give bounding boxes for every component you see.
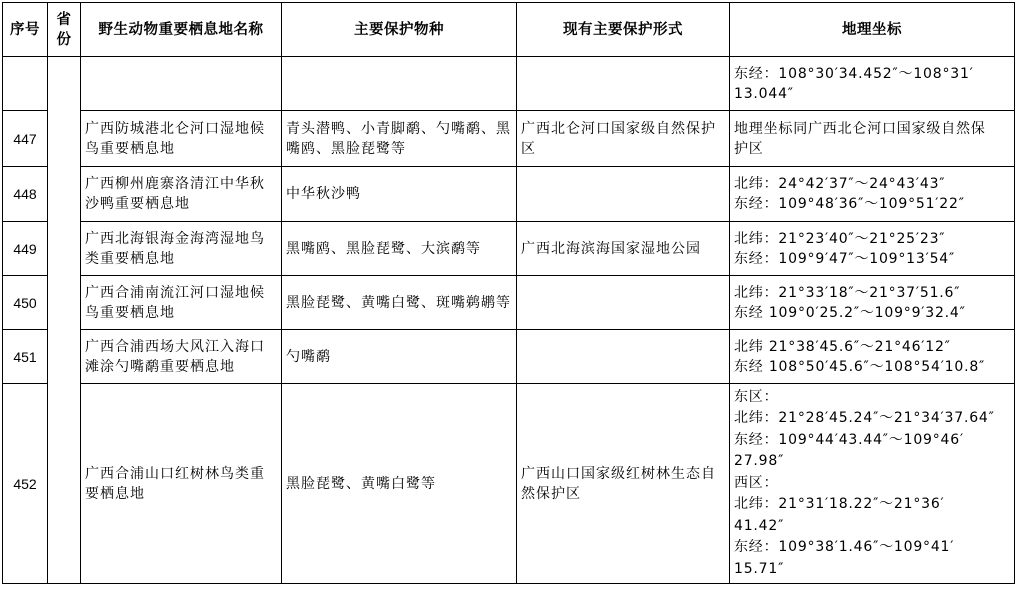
coord-line: 41.42″ (734, 517, 785, 534)
coord-line: 15.71″ (734, 560, 785, 577)
coord-line: 东经：108°30′34.452″～108°31′ (734, 65, 974, 82)
coord-line: 东区： (734, 388, 779, 405)
cell-name: 广西北海银海金海湾湿地鸟类重要栖息地 (81, 222, 282, 276)
cell-name: 广西防城港北仑河口湿地候鸟重要栖息地 (81, 111, 282, 167)
cell-species: 勺嘴鹬 (282, 330, 517, 384)
cell-index: 448 (3, 167, 48, 222)
coord-line: 东经：109°9′47″～109°13′54″ (734, 250, 956, 267)
cell-protection (517, 276, 730, 330)
cell-coords (730, 276, 1015, 330)
cell-species: 中华秋沙鸭 (282, 167, 517, 222)
coord-line: 北纬：21°28′45.24″～21°34′37.64″ (734, 410, 995, 427)
cell-index (3, 57, 48, 111)
cell-name: 广西合浦南流江河口湿地候鸟重要栖息地 (81, 276, 282, 330)
cell-name: 广西柳州鹿寨洛清江中华秋沙鸭重要栖息地 (81, 167, 282, 222)
coord-line: 东经：109°38′1.46″～109°41′ (734, 539, 955, 556)
cell-protection (517, 57, 730, 111)
header-coords: 地理坐标 (730, 3, 1015, 57)
cell-protection: 广西北海滨海国家湿地公园 (517, 222, 730, 276)
cell-protection: 广西山口国家级红树林生态自然保护区 (517, 384, 730, 584)
cell-coords (730, 222, 1015, 276)
cell-name (81, 57, 282, 111)
header-province-char-1: 省 (56, 11, 72, 28)
cell-coords (730, 167, 1015, 222)
coord-line: 西区： (734, 474, 779, 491)
cell-protection: 广西北仑河口国家级自然保护区 (517, 111, 730, 167)
header-name: 野生动物重要栖息地名称 (81, 3, 282, 57)
cell-coords (730, 57, 1015, 111)
coord-line: 东经：109°44′43.44″～109°46′ (734, 431, 964, 448)
header-protection: 现有主要保护形式 (517, 3, 730, 57)
table-row (3, 222, 1015, 276)
habitat-table (2, 2, 1015, 584)
coord-line: 27.98″ (734, 453, 785, 470)
cell-index: 452 (3, 384, 48, 584)
table-row (3, 276, 1015, 330)
cell-name: 广西合浦西场大风江入海口滩涂勺嘴鹬重要栖息地 (81, 330, 282, 384)
table-row (3, 330, 1015, 384)
header-province-char-2: 份 (56, 31, 72, 48)
cell-index: 447 (3, 111, 48, 167)
header-province (48, 3, 81, 57)
cell-province (48, 57, 81, 584)
cell-name: 广西合浦山口红树林鸟类重要栖息地 (81, 384, 282, 584)
cell-index: 450 (3, 276, 48, 330)
cell-protection (517, 330, 730, 384)
coord-line: 北纬：24°42′37″～24°43′43″ (734, 176, 946, 192)
coord-line: 北纬：21°31′18.22″～21°36′ (734, 496, 945, 513)
cell-protection (517, 167, 730, 222)
coord-line: 北纬 21°38′45.6″～21°46′12″ (734, 338, 951, 355)
cell-index: 449 (3, 222, 48, 276)
table-row (3, 167, 1015, 222)
coord-line: 东经：109°48′36″～109°51′22″ (734, 196, 965, 212)
header-species: 主要保护物种 (282, 3, 517, 57)
coord-line: 护区 (734, 140, 764, 157)
cell-coords (730, 330, 1015, 384)
cell-species: 黑嘴鸥、黑脸琵鹭、大滨鹬等 (282, 222, 517, 276)
coord-line: 北纬：21°23′40″～21°25′23″ (734, 230, 946, 247)
header-index: 序号 (3, 3, 48, 57)
cell-species (282, 57, 517, 111)
coord-line: 东经 108°50′45.6″～108°54′10.8″ (734, 358, 986, 375)
cell-species: 黑脸琵鹭、黄嘴白鹭、斑嘴鹈鹕等 (282, 276, 517, 330)
cell-coords (730, 384, 1015, 584)
cell-species: 黑脸琵鹭、黄嘴白鹭等 (282, 384, 517, 584)
table-row (3, 57, 1015, 111)
coord-line: 13.044″ (734, 85, 794, 102)
coord-line: 东经 109°0′25.2″～109°9′32.4″ (734, 304, 966, 321)
cell-species: 青头潜鸭、小青脚鹬、勺嘴鹬、黑嘴鸥、黑脸琵鹭等 (282, 111, 517, 167)
table-row (3, 111, 1015, 167)
cell-index: 451 (3, 330, 48, 384)
header-row (3, 3, 1015, 57)
cell-coords (730, 111, 1015, 167)
coord-line: 北纬：21°33′18″～21°37′51.6″ (734, 284, 961, 301)
table-row (3, 384, 1015, 584)
coord-line: 地理坐标同广西北仑河口国家级自然保 (734, 120, 986, 137)
